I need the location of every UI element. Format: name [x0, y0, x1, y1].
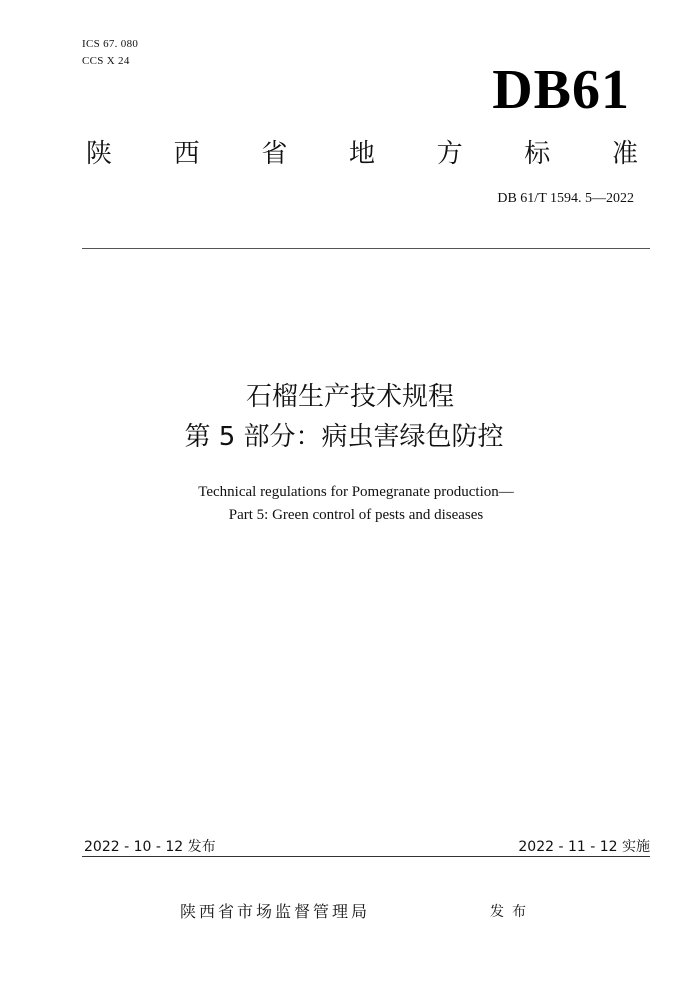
english-title-line-2: Part 5: Green control of pests and diseases [228, 507, 484, 523]
issuing-authority: 陕西省市场监督管理局 [180, 902, 371, 921]
standard-type-char: 陕 [86, 139, 113, 169]
english-title-line-1: Technical regulations for Pomegranate production— [198, 484, 514, 500]
standard-type-char: 方 [436, 139, 463, 169]
classification-codes [82, 36, 138, 70]
chinese-title-line-1: 石榴生产技术规程 [245, 382, 454, 412]
standard-type-char: 标 [524, 139, 551, 169]
standard-number: DB 61/T 1594. 5—2022 [497, 191, 634, 206]
standard-type-heading [86, 138, 638, 170]
standard-type-char: 西 [173, 139, 200, 169]
ccs-code: CCS X 24 [82, 55, 130, 67]
ics-code: ICS 67. 080 [82, 38, 139, 50]
standard-type-char: 准 [611, 139, 638, 169]
header-divider [82, 248, 650, 249]
issue-date: 2022 - 10 - 12 发布 [84, 839, 216, 855]
standard-type-char: 省 [261, 139, 288, 169]
standard-logo: DB61 [492, 59, 630, 121]
effective-date: 2022 - 11 - 12 实施 [518, 839, 650, 855]
footer-divider [82, 856, 650, 857]
standard-type-char: 地 [348, 139, 375, 169]
publish-label: 发布 [490, 904, 534, 920]
chinese-title-line-2: 第 5 部分：病虫害绿色防控 [184, 422, 504, 452]
